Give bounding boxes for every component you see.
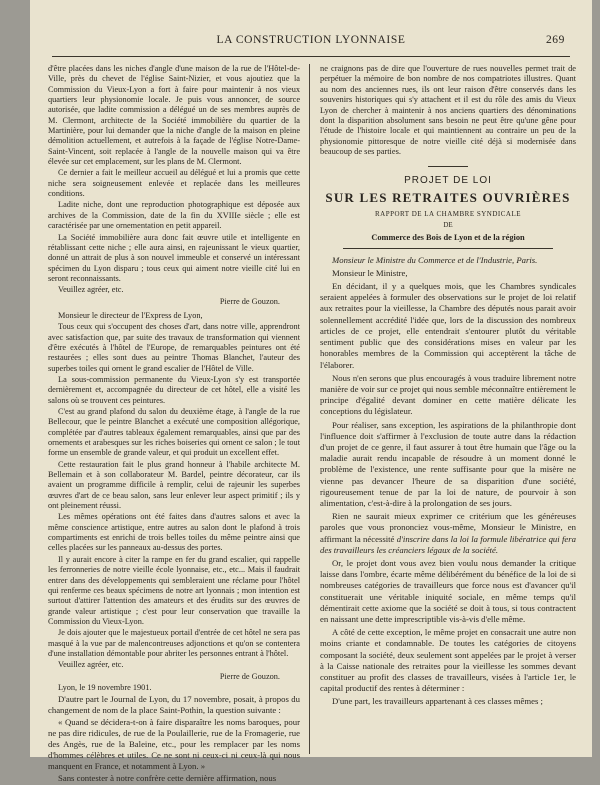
paragraph [320,511,576,556]
document-page [30,0,592,784]
paragraph: Or, le projet dont vous avez bien voulu nous demander la critique laisse dans l'ombre, écarte même délibérément du bénéfice de la loi de si nombreuses catégories de travailleurs que force nous est d'avancer qu'il constituerait une véritable iniquité sociale, en même temps qu'il démentirait cette axiome que la société se doit à tous, si tous contractent en naissant une dette imprescriptible vis-à-vis d'elle même. [320,557,576,624]
paragraph: d'être placées dans les niches d'angle d'une maison de la rue de l'Hôtel-de-Ville, près du chevet de l'église Saint-Nizier, et vous ajoutiez que la Commission du Vieux-Lyon a fort à faire pour maintenir à nos vieux quartiers leur physionomie locale. Je puis vous annoncer, de source autorisée, que ladite commission a délégué un de ses membres auprès de M. Clermont, architecte de la Société immobilière du quartier de la Martinière, pour lui demander que la niche d'angle de la maison en pleine démolition actuellement, et autrefois à la façade de l'église Notre-Dame-Saint-Vincent, soit replacée à l'angle de la nouvelle maison qui va être élevée sur cet emplacement, sur les plans de M. Clermont. [48,64,300,167]
left-column [48,64,300,785]
paragraph: Nous n'en serons que plus encouragés à vous traduire librement notre manière de voir sur ce projet qui nous semble méconnaître entièrement le principe d'égalité devant dominer en cette matière délicate les conceptions du législateur. [320,372,576,417]
paragraph: Les mêmes opérations ont été faites dans d'autres salons et avec la même conscience artistique, entre autres au salon dont le plafond à trois compartiments est enrichi de trois belles toiles du même peintre ainsi que celles placées sur les panneaux au-dessus des portes. [48,512,300,553]
paragraph: En décidant, il y a quelques mois, que les Chambres syndicales seraient appelées à formuler des observations sur le projet de loi relatif aux retraites pour la vieillesse, la Chambre des députés nous parait avoir solennellement accrédité l'idée que, lors de la discussion des nombreux articles de ce projet, elle entendrait s'entourer plutôt du véritable sentiment public que des considérations mises en valeur par les honorables membres de la Commission qui acceptèrent la tâche de l'élaborer. [320,281,576,370]
paragraph: Sans contester à notre confrère cette dernière affirmation, nous [58,773,277,784]
signature: Pierre de Gouzon. [219,671,280,681]
column-divider [309,64,310,754]
paragraph: D'autre part le Journal de Lyon, du 17 novembre, posait, à propos du changement de nom de la place Saint-Pothin, la question suivante : [48,694,300,716]
dateline: Lyon, le 19 novembre 1901. [58,682,152,692]
paragraph: Je dois ajouter que le majestueux portail d'entrée de cet hôtel ne sera pas masqué à la vue par de malencontreuses adjonctions et qu'on se contentera d'une installation démontable pour abriter les personnes entrant à l'hôtel. [48,628,300,658]
paragraph: Pour réaliser, sans exception, les aspirations de la philanthropie dont l'influence doit s'affirmer à l'exclusion de toute autre dans la rédaction d'un projet de ce genre, il faut assurer à tout être humain que l'âge ou la maladie aurait rendu incapable de résoudre à un moment donné le problème de l'existence, une rente suffisante pour que la misère ne vienne pas devancer l'heure de sa disparition d'une société, rigoureusement tenue de par la loi de nature, de pourvoir à son alimentation, c'est-à-dire à la prolongation de ses jours. [320,419,576,508]
paragraph: Tous ceux qui s'occupent des choses d'art, dans notre ville, apprendront avec satisfaction que, par suite des travaux de transformation qui viennent d'être exécutés à l'hôtel de l'Europe, de remarquables peintures ont été restaurées ; elles sont dues au peintre Thomas Blanchet, l'auteur des superbes toiles qui ornent le grand escalier de l'Hôtel de Ville. [48,322,300,373]
title-rule [343,248,553,249]
report-line: RAPPORT DE LA CHAMBRE SYNDICALE [374,210,522,219]
paragraph-text: Rien ne saurait mieux exprimer ce critérium que les généreuses paroles que vous prononciez vous-même, Monsieur le Ministre, en affirmant la nécessité [320,511,576,544]
report-connector: DE [443,221,453,230]
letter-address: Monsieur le Ministre du Commerce et de l'Industrie, Paris. [332,254,538,265]
paragraph: La sous-commission permanente du Vieux-Lyon s'y est transportée dernièrement et, accompagnée du directeur de cet hôtel, elle a visité les salons où se trouvent ces peintures. [48,374,300,405]
italic-quote: d'inscrire dans la loi la formule libératrice qui fera des travailleurs les créanciers légaux de la société. [320,533,576,555]
letter-salutation: Monsieur le directeur de l'Express de Lyon, [58,310,203,320]
paragraph: C'est au grand plafond du salon du deuxième étage, à l'angle de la rue Bellecour, que le peintre Blanchet a exécuté une composition allégorique, complétée par d'autres tableaux également remarquables, ainsi que par des ornements et arabesques sur les riches boiseries qui ornent ce salon ; le tout forme un ensemble de grande valeur, et qui produit un excellent effet. [48,407,300,458]
closing-line: Veuillez agréer, etc. [58,285,124,295]
paragraph: Ladite niche, dont une reproduction photographique est déposée aux archives de la Commission, date de la fin du XVIIIe siècle ; elle est caractérisée par une ornementation en petit appareil. [48,200,300,231]
journal-title: LA CONSTRUCTION LYONNAISE [216,34,406,46]
section-title: SUR LES RETRAITES OUVRIÈRES [325,189,571,205]
paragraph: A côté de cette exception, le même projet en consacrait une autre non moins criante et condamnable. De toutes les catégories de citoyens composant la société, deux seulement sont appelées par le projet à verser à la Caisse nationale des retraites pour la vieillesse les sommes devant constituer au profit des classes de travailleurs, visées à l'article 1er, le capital productif des rentes à déterminer : [320,627,576,694]
page-header [30,34,592,52]
quotation: « Quand se décidera-t-on à faire disparaître les noms baroques, pour ne pas dire ridicules, de rue de la Poulaillerie, rue de la Fromagerie, rue des Angès, rue de la Baleine, etc., pour les remplacer par les noms d'hommes célèbres et utiles. Ce ne sont ni ceux-ci ni ceux-là qui nous manquent en France, et notamment à Lyon. » [48,717,300,772]
signature: Pierre de Gouzon. [219,296,280,306]
paragraph: Ce dernier a fait le meilleur accueil au délégué et lui a promis que cette niche sera soigneusement enlevée et replacée dans les meilleures conditions. [48,168,300,199]
section-separator [428,166,468,167]
closing-line: Veuillez agréer, etc. [58,660,124,670]
paragraph: La Société immobilière aura donc fait œuvre utile et intelligente en rétablissant cette niche ; elle aura ainsi, en rajeunissant le vieux quartier, donné un attrait de plus à son nouvel immeuble et conservé un intéressant spécimen du Lyon disparu ; tous ceux qui aiment notre vieille cité lui en seront reconnaissants. [48,232,300,283]
right-column [320,64,576,710]
page-number: 269 [545,34,565,46]
paragraph: Cette restauration fait le plus grand honneur à l'habile architecte M. Bellemain et à son collaborateur M. Bardel, peintre décorateur, car ils avaient un programme difficile à remplir, celui de rajeunir les superbes œuvres d'art de ce beau salon, sans leur enlever leur aspect primitif ; ils y ont pleinement réussi. [48,459,300,511]
paragraph: ne craignons pas de dire que l'ouverture de rues nouvelles permet trait de perpétuer la mémoire de bon nombre de nos compatriotes illustres. Quant au nom des anciennes rues, ils ont leur raison d'être conservés dans les souvenirs historiques qui s'y attachent et il est du rôle des amis du Vieux Lyon de chercher à maintenir à nos anciens quartiers des dénominations dont la disparition absolument sans besoin ne peut être qu'une gêne pour l'étude de l'histoire locale et qui maintiennent au contraire un peu de la physionomie pittoresque de notre vieille cité déjà si modernisée dans beaucoup de ses parties. [320,64,576,157]
chamber-name: Commerce des Bois de Lyon et de la région [371,233,525,243]
letter-salutation: Monsieur le Ministre, [332,267,408,278]
section-kicker: PROJET DE LOI [404,174,492,186]
paragraph: Il y aurait encore à citer la rampe en fer du grand escalier, qui rappelle les ferronneries de notre vieille école lyonnaise, etc., etc... Mais il faudrait entrer dans des développements qui sembleraient une réclame pour l'hôtel qui renferme ces beaux spécimens de notre art lyonnais ; mon intention est surtout d'attirer l'attention des amateurs et des érudits sur des œuvres de grande valeur artistique ; c'est pour leur conservation que travaille la Commission du Vieux-Lyon. [48,554,300,626]
paragraph: D'une part, les travailleurs appartenant à ces classes mêmes ; [332,696,543,707]
header-rule [52,56,570,57]
